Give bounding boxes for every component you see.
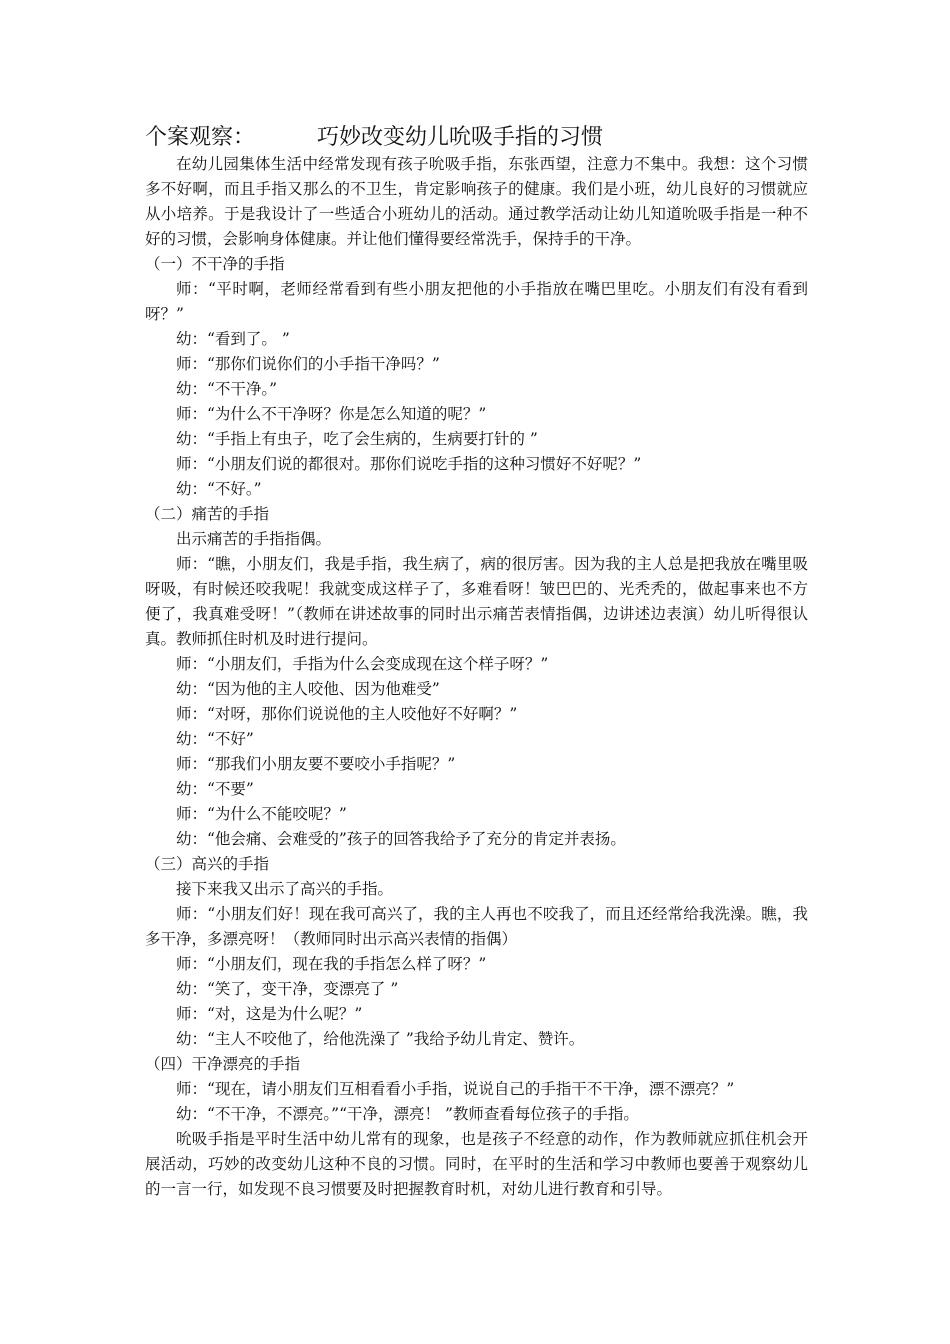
dialogue-line: 幼：“看到了。 ” — [176, 330, 290, 348]
dialogue-line: 师：“为什么不能咬呢？” — [176, 805, 347, 823]
dialogue-line: 师：“对呀，那你们说说他的主人咬他好不好啊？” — [176, 705, 518, 723]
section-lead: 接下来我又出示了高兴的手指。 — [176, 880, 394, 898]
dialogue-line: 师：“对，这是为什么呢？” — [176, 1005, 363, 1023]
title-label: 个案观察： — [145, 125, 256, 150]
dialogue-line: 师：“那我们小朋友要不要咬小手指呢？” — [176, 755, 456, 773]
dialogue-line: 幼：“不好” — [176, 730, 254, 748]
dialogue-line: 幼：“不干净。” — [176, 380, 278, 398]
dialogue-line: 师：“小朋友们说的都很对。那你们说吃手指的这种习惯好不好呢？” — [176, 455, 642, 473]
section-heading: （三）高兴的手指 — [145, 855, 270, 873]
dialogue-line: 幼：“不好。” — [176, 480, 262, 498]
section-heading: （四）干净漂亮的手指 — [145, 1055, 301, 1073]
section-heading: （一）不干净的手指 — [145, 255, 285, 273]
dialogue-line: 师：“为什么不干净呀？你是怎么知道的呢？” — [176, 405, 487, 423]
dialogue-line: 师：“小朋友们，现在我的手指怎么样了呀？” — [176, 955, 487, 973]
dialogue-line: 幼：“主人不咬他了，给他洗澡了 ”我给予幼儿肯定、赞许。 — [176, 1030, 585, 1048]
story-paragraph: 师：“瞧，小朋友们，我是手指，我生病了，病的很厉害。因为我的主人总是把我放在嘴里吸呀吸，有时候还咬我呢！我就变成这样子了，多难看呀！皱巴巴的、光秃秃的，做起事来也不方便了，我真难受呀！”（教师在讲述故事的同时出示痛苦表情指偶，边讲述边表演）幼儿听得很认真。教师抓住时机及时进行提问。 — [145, 555, 808, 648]
dialogue-line: 师：“平时啊，老师经常看到有些小朋友把他的小手指放在嘴巴里吃。小朋友们有没有看到呀？” — [145, 280, 808, 323]
dialogue-line: 幼：“不要” — [176, 780, 254, 798]
title-text: 巧妙改变幼儿吮吸手指的习惯 — [317, 125, 604, 150]
dialogue-line: 幼：“不干净，不漂亮。”“干净，漂亮！ ”教师查看每位孩子的手指。 — [176, 1105, 639, 1123]
dialogue-line: 师：“小朋友们，手指为什么会变成现在这个样子呀？” — [176, 655, 549, 673]
section-heading: （二）痛苦的手指 — [145, 505, 270, 523]
document-body — [145, 152, 808, 1202]
dialogue-line: 师：“那你们说你们的小手指干净吗？” — [176, 355, 440, 373]
section-lead: 出示痛苦的手指指偶。 — [176, 530, 332, 548]
dialogue-line: 幼：“手指上有虫子，吃了会生病的，生病要打针的 ” — [176, 430, 538, 448]
document-title — [145, 124, 845, 152]
dialogue-line: 幼：“他会痛、会难受的”孩子的回答我给予了充分的肯定并表扬。 — [176, 830, 626, 848]
conclusion-paragraph: 吮吸手指是平时生活中幼儿常有的现象，也是孩子不经意的动作，作为教师就应抓住机会开展活动，巧妙的改变幼儿这种不良的习惯。同时，在平时的生活和学习中教师也要善于观察幼儿的一言一行，如发现不良习惯要及时把握教育时机，对幼儿进行教育和引导。 — [145, 1130, 808, 1198]
story-paragraph: 师：“小朋友们好！现在我可高兴了，我的主人再也不咬我了，而且还经常给我洗澡。瞧，我多干净，多漂亮呀！（教师同时出示高兴表情的指偶） — [145, 905, 808, 948]
intro-paragraph: 在幼儿园集体生活中经常发现有孩子吮吸手指，东张西望，注意力不集中。我想：这个习惯多不好啊，而且手指又那么的不卫生，肯定影响孩子的健康。我们是小班，幼儿良好的习惯就应从小培养。于是我设计了一些适合小班幼儿的活动。通过教学活动让幼儿知道吮吸手指是一种不好的习惯，会影响身体健康。并让他们懂得要经常洗手，保持手的干净。 — [145, 155, 808, 248]
dialogue-line: 幼：“笑了，变干净，变漂亮了 ” — [176, 980, 399, 998]
dialogue-line: 幼：“因为他的主人咬他、因为他难受” — [176, 680, 440, 698]
dialogue-line: 师：“现在，请小朋友们互相看看小手指，说说自己的手指干不干净，漂不漂亮？” — [176, 1080, 735, 1098]
